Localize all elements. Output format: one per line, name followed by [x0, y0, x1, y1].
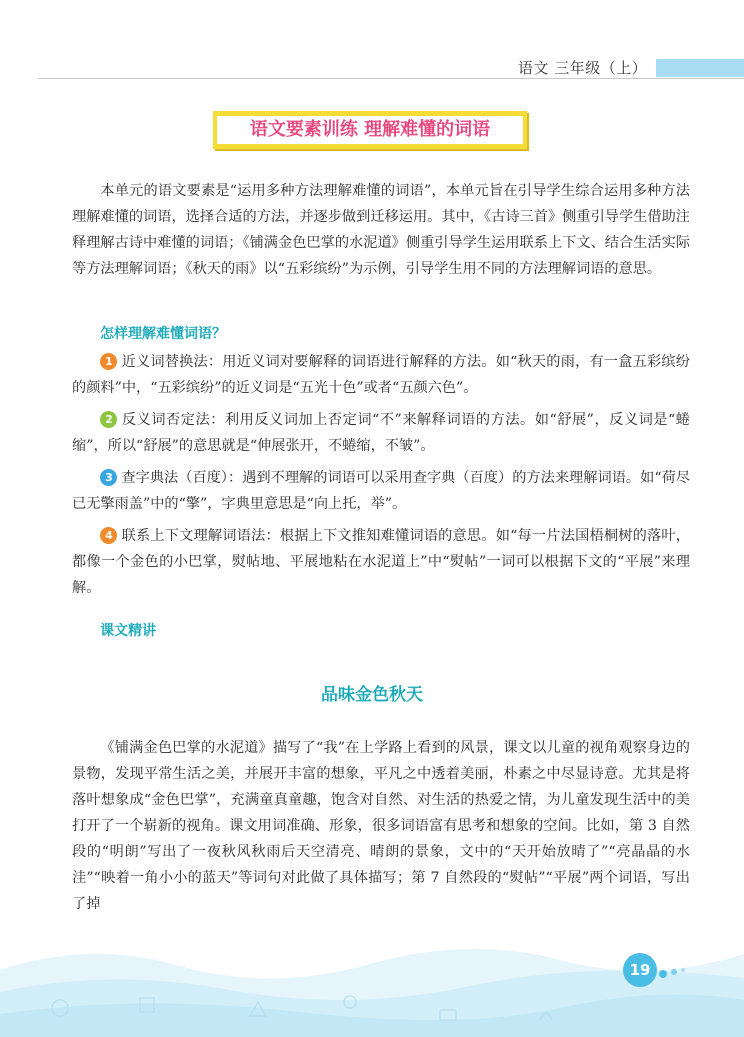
section-title: 语文要素训练 理解难懂的词语: [217, 116, 523, 144]
method-4-text: 联系上下文理解词语法：根据上下文推知难懂词语的意思。如“每一片法国梧桐树的落叶，都像一个金色的小巴掌，熨帖地、平展地粘在水泥道上”中“熨帖”一词可以根据下文的“平展”来理解。: [72, 528, 690, 596]
section-banner: [213, 111, 527, 149]
subtitle: 品味金色秋天: [321, 685, 423, 705]
method-2: [72, 407, 690, 459]
number-badge-2: 2: [100, 411, 117, 428]
intro-paragraph: 本单元的语文要素是“运用多种方法理解难懂的词语”，本单元旨在引导学生综合运用多种方法理解难懂的词语，选择合适的方法，并逐步做到迁移运用。其中，《古诗三首》侧重引导学生借助注释理解古诗中难懂的词语；《铺满金色巴掌的水泥道》侧重引导学生运用联系上下文、结合生活实际等方法理解词语；《秋天的雨》以“五彩缤纷”为示例，引导学生用不同的方法理解词语的意思。: [72, 183, 690, 277]
header-tab: [504, 55, 744, 79]
number-badge-4: 4: [100, 527, 117, 544]
how-heading: 怎样理解难懂词语？: [100, 326, 226, 342]
method-3: [72, 465, 690, 517]
method-4: [72, 523, 690, 601]
number-badge-3: 3: [100, 469, 117, 486]
method-1: [72, 349, 690, 401]
method-2-text: 反义词否定法：利用反义词加上否定词“不”来解释词语的方法。如“舒展”，反义词是“蜷缩”，所以“舒展”的意思就是“伸展张开，不蜷缩，不皱”。: [72, 412, 690, 454]
book-title: 语文 三年级（上）: [518, 59, 648, 77]
header-accent-bar: [656, 59, 744, 77]
page-number: 19: [623, 953, 657, 987]
body-paragraph: 《铺满金色巴掌的水泥道》描写了“我”在上学路上看到的风景，课文以儿童的视角观察身边的景物，发现平常生活之美，并展开丰富的想象，平凡之中透着美丽，朴素之中尽显诗意。尤其是将落叶想象成“金色巴掌”，充满童真童趣，饱含对自然、对生活的热爱之情，为儿童发现生活中的美打开了一个崭新的视角。课文用词准确、形象，很多词语富有思考和想象的空间。比如，第 3 自然段的“明朗”写出了一夜秋风秋雨后天空清亮、晴朗的景象，文中的“天开始放晴了”“亮晶晶的水洼”“映着一角小小的蓝天”等词句对此做了具体描写；第 7 自然段的“熨帖”“平展”两个词语，写出了掉: [72, 740, 690, 912]
lesson-heading: 课文精讲: [100, 623, 156, 639]
number-badge-1: 1: [100, 353, 117, 370]
method-3-text: 查字典法（百度）：遇到不理解的词语可以采用查字典（百度）的方法来理解词语。如“荷尽已无擎雨盖”中的“擎”，字典里意思是“向上托，举”。: [72, 470, 690, 512]
page-number-dots: [656, 962, 696, 986]
method-1-text: 近义词替换法：用近义词对要解释的词语进行解释的方法。如“秋天的雨，有一盒五彩缤纷的颜料”中，“五彩缤纷”的近义词是“五光十色”或者“五颜六色”。: [72, 354, 690, 396]
